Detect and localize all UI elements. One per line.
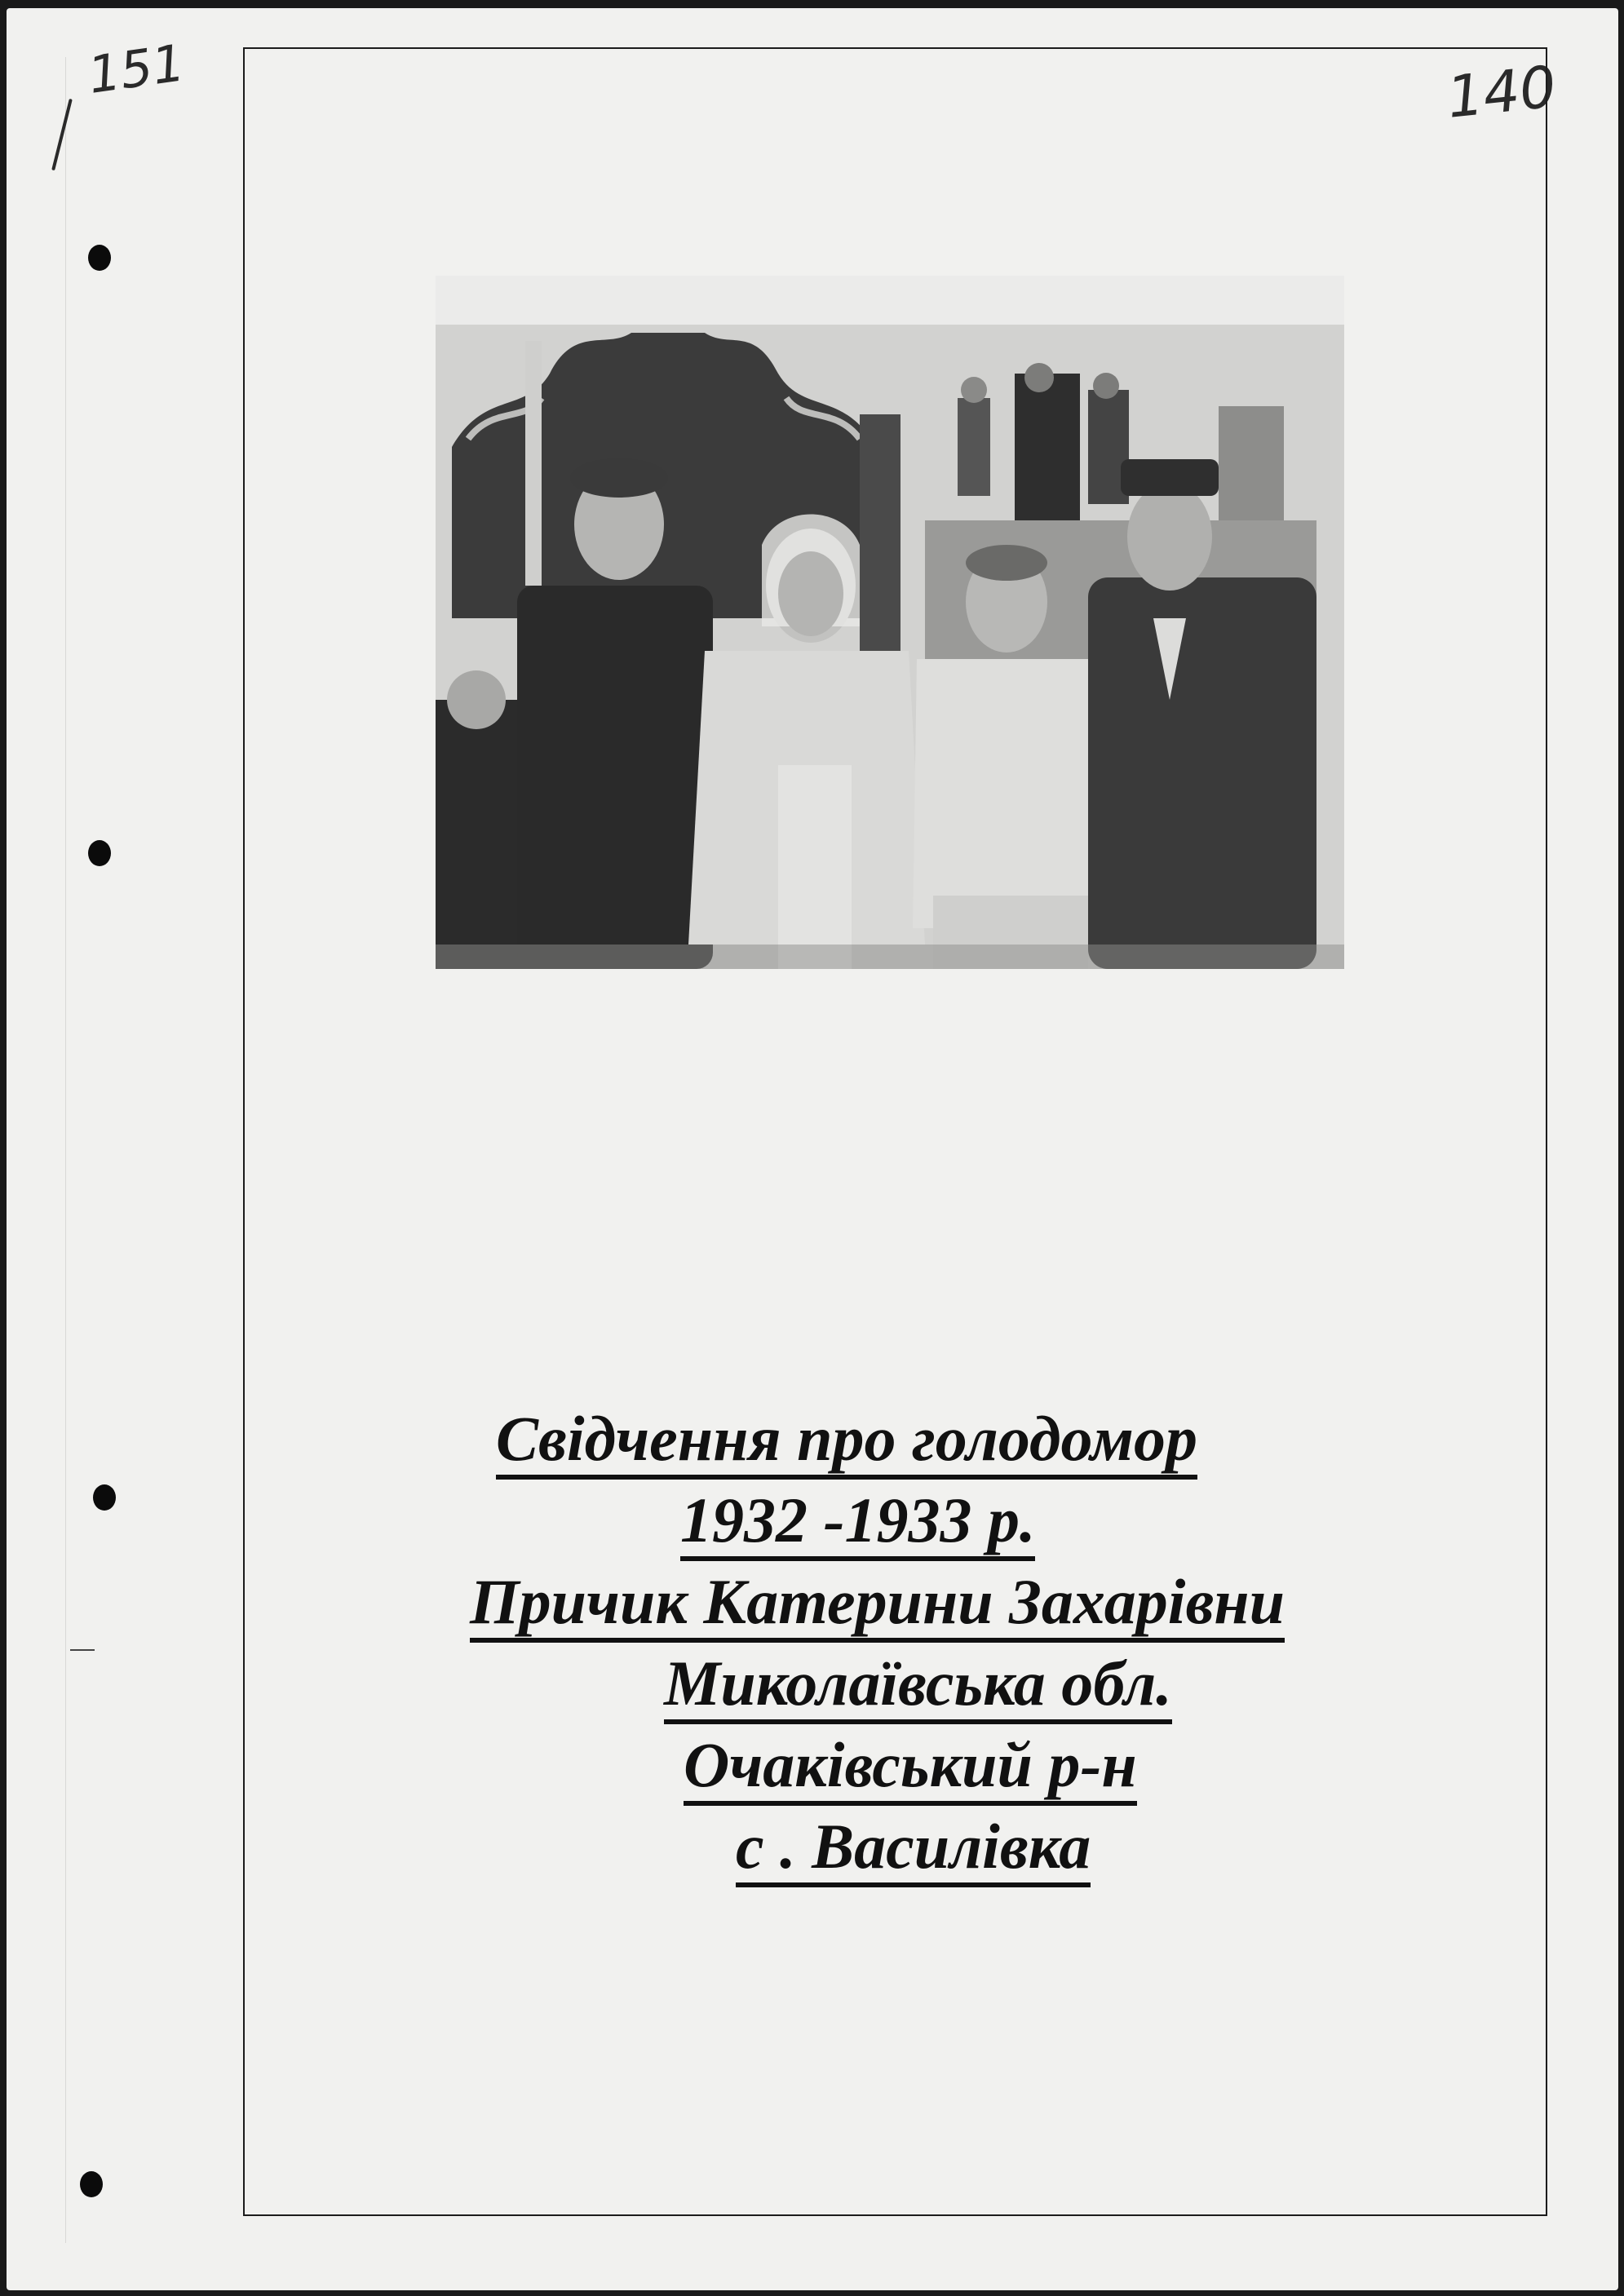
punch-hole (88, 245, 111, 271)
group-photo-image (436, 276, 1344, 969)
punch-hole (88, 840, 111, 866)
caption-raion: Очаківський р-н (684, 1731, 1137, 1806)
handwritten-archive-number: 151 (84, 33, 188, 105)
margin-mark (70, 1649, 95, 1651)
caption-person-name: Причик Катерини Захарівни (470, 1568, 1285, 1643)
handwritten-folio-number: 140 (1444, 53, 1560, 131)
handwritten-stroke (51, 99, 73, 170)
document-page (7, 8, 1618, 2290)
binding-margin-line (65, 57, 66, 2243)
caption-oblast: Миколаївська обл. (664, 1649, 1172, 1724)
punch-hole (93, 1484, 116, 1511)
caption-title: Свідчення про голодомор (496, 1405, 1197, 1480)
caption-village: с . Василівка (736, 1812, 1091, 1887)
caption-years: 1932 -1933 р. (680, 1486, 1035, 1561)
group-photo (436, 276, 1344, 969)
punch-hole (80, 2171, 103, 2197)
